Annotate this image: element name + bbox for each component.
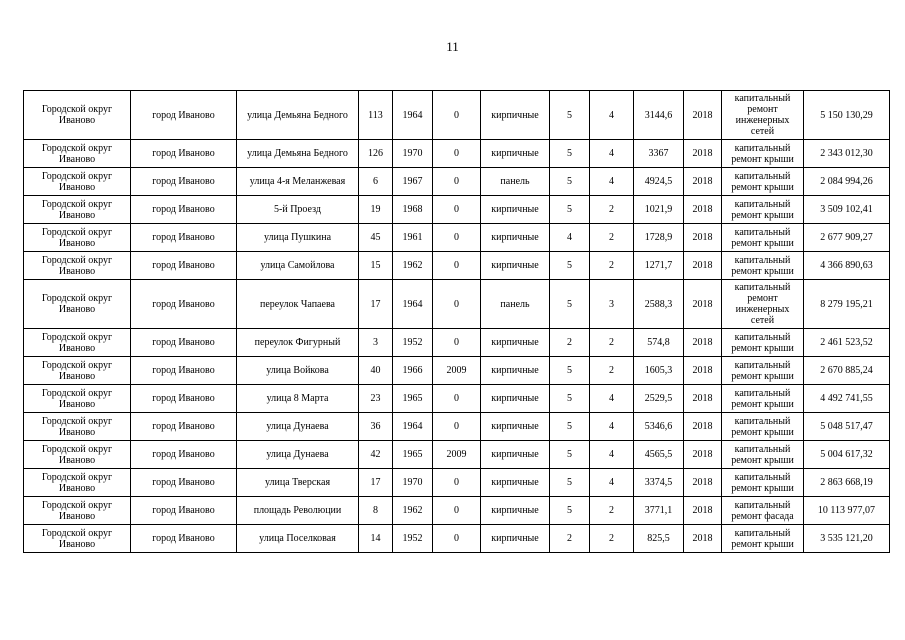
year-built-cell: 1970: [393, 140, 433, 168]
plan-year-cell: 2018: [684, 140, 722, 168]
year-built-cell: 1967: [393, 168, 433, 196]
house-number-cell: 42: [359, 441, 393, 469]
plan-year-cell: 2018: [684, 252, 722, 280]
year-reconstruction-cell: 0: [433, 140, 481, 168]
year-reconstruction-cell: 0: [433, 252, 481, 280]
area-cell: 3374,5: [634, 469, 684, 497]
entrances-cell: 2: [590, 525, 634, 553]
street-cell: улица 8 Марта: [237, 385, 359, 413]
house-number-cell: 19: [359, 196, 393, 224]
cost-cell: 4 366 890,63: [804, 252, 890, 280]
wall-material-cell: кирпичные: [481, 224, 550, 252]
wall-material-cell: панель: [481, 168, 550, 196]
cost-cell: 2 343 012,30: [804, 140, 890, 168]
year-built-cell: 1968: [393, 196, 433, 224]
house-number-cell: 40: [359, 357, 393, 385]
plan-year-cell: 2018: [684, 329, 722, 357]
year-reconstruction-cell: 0: [433, 224, 481, 252]
street-cell: площадь Революции: [237, 497, 359, 525]
year-built-cell: 1962: [393, 252, 433, 280]
table-row: [24, 280, 890, 329]
cost-cell: 4 492 741,55: [804, 385, 890, 413]
floors-cell: 2: [550, 329, 590, 357]
work-type-cell: капитальный ремонт крыши: [722, 140, 804, 168]
work-type-cell: капитальный ремонт крыши: [722, 168, 804, 196]
city-cell: город Иваново: [131, 497, 237, 525]
house-number-cell: 36: [359, 413, 393, 441]
area-cell: 1271,7: [634, 252, 684, 280]
work-type-cell: капитальный ремонт крыши: [722, 385, 804, 413]
street-cell: улица Демьяна Бедного: [237, 140, 359, 168]
work-type-cell: капитальный ремонт крыши: [722, 329, 804, 357]
entrances-cell: 4: [590, 140, 634, 168]
wall-material-cell: кирпичные: [481, 385, 550, 413]
year-built-cell: 1970: [393, 469, 433, 497]
table-row: [24, 497, 890, 525]
street-cell: 5-й Проезд: [237, 196, 359, 224]
city-cell: город Иваново: [131, 413, 237, 441]
table-body: [24, 91, 890, 553]
cost-cell: 5 048 517,47: [804, 413, 890, 441]
work-type-cell: капитальный ремонт крыши: [722, 413, 804, 441]
district-cell: Городской округ Иваново: [24, 357, 131, 385]
house-number-cell: 14: [359, 525, 393, 553]
district-cell: Городской округ Иваново: [24, 469, 131, 497]
work-type-cell: капитальный ремонт инженерных сетей: [722, 280, 804, 329]
year-reconstruction-cell: 0: [433, 469, 481, 497]
floors-cell: 2: [550, 525, 590, 553]
housing-repair-table: [23, 90, 890, 553]
street-cell: улица Войкова: [237, 357, 359, 385]
city-cell: город Иваново: [131, 196, 237, 224]
house-number-cell: 45: [359, 224, 393, 252]
area-cell: 4565,5: [634, 441, 684, 469]
area-cell: 825,5: [634, 525, 684, 553]
street-cell: улица Поселковая: [237, 525, 359, 553]
plan-year-cell: 2018: [684, 497, 722, 525]
floors-cell: 5: [550, 280, 590, 329]
floors-cell: 5: [550, 252, 590, 280]
year-built-cell: 1952: [393, 329, 433, 357]
wall-material-cell: кирпичные: [481, 91, 550, 140]
entrances-cell: 4: [590, 413, 634, 441]
work-type-cell: капитальный ремонт фасада: [722, 497, 804, 525]
plan-year-cell: 2018: [684, 413, 722, 441]
floors-cell: 5: [550, 441, 590, 469]
floors-cell: 5: [550, 385, 590, 413]
entrances-cell: 2: [590, 252, 634, 280]
work-type-cell: капитальный ремонт крыши: [722, 441, 804, 469]
district-cell: Городской округ Иваново: [24, 224, 131, 252]
entrances-cell: 2: [590, 196, 634, 224]
work-type-cell: капитальный ремонт крыши: [722, 252, 804, 280]
cost-cell: 2 084 994,26: [804, 168, 890, 196]
entrances-cell: 4: [590, 91, 634, 140]
floors-cell: 5: [550, 168, 590, 196]
floors-cell: 5: [550, 140, 590, 168]
district-cell: Городской округ Иваново: [24, 252, 131, 280]
plan-year-cell: 2018: [684, 91, 722, 140]
house-number-cell: 3: [359, 329, 393, 357]
cost-cell: 8 279 195,21: [804, 280, 890, 329]
entrances-cell: 2: [590, 224, 634, 252]
city-cell: город Иваново: [131, 252, 237, 280]
city-cell: город Иваново: [131, 385, 237, 413]
district-cell: Городской округ Иваново: [24, 329, 131, 357]
area-cell: 1605,3: [634, 357, 684, 385]
district-cell: Городской округ Иваново: [24, 91, 131, 140]
plan-year-cell: 2018: [684, 469, 722, 497]
area-cell: 3367: [634, 140, 684, 168]
plan-year-cell: 2018: [684, 385, 722, 413]
wall-material-cell: кирпичные: [481, 196, 550, 224]
house-number-cell: 17: [359, 280, 393, 329]
wall-material-cell: кирпичные: [481, 357, 550, 385]
plan-year-cell: 2018: [684, 280, 722, 329]
table-row: [24, 469, 890, 497]
plan-year-cell: 2018: [684, 224, 722, 252]
district-cell: Городской округ Иваново: [24, 168, 131, 196]
year-built-cell: 1962: [393, 497, 433, 525]
table-row: [24, 140, 890, 168]
table-row: [24, 168, 890, 196]
work-type-cell: капитальный ремонт крыши: [722, 469, 804, 497]
year-built-cell: 1965: [393, 385, 433, 413]
house-number-cell: 6: [359, 168, 393, 196]
house-number-cell: 23: [359, 385, 393, 413]
table-row: [24, 413, 890, 441]
plan-year-cell: 2018: [684, 357, 722, 385]
year-reconstruction-cell: 0: [433, 196, 481, 224]
city-cell: город Иваново: [131, 329, 237, 357]
area-cell: 2529,5: [634, 385, 684, 413]
floors-cell: 5: [550, 497, 590, 525]
wall-material-cell: панель: [481, 280, 550, 329]
year-built-cell: 1964: [393, 413, 433, 441]
year-built-cell: 1964: [393, 91, 433, 140]
work-type-cell: капитальный ремонт инженерных сетей: [722, 91, 804, 140]
wall-material-cell: кирпичные: [481, 525, 550, 553]
area-cell: 574,8: [634, 329, 684, 357]
district-cell: Городской округ Иваново: [24, 196, 131, 224]
city-cell: город Иваново: [131, 280, 237, 329]
district-cell: Городской округ Иваново: [24, 280, 131, 329]
floors-cell: 5: [550, 357, 590, 385]
year-reconstruction-cell: 2009: [433, 441, 481, 469]
table-row: [24, 252, 890, 280]
floors-cell: 5: [550, 469, 590, 497]
district-cell: Городской округ Иваново: [24, 140, 131, 168]
street-cell: улица Пушкина: [237, 224, 359, 252]
city-cell: город Иваново: [131, 525, 237, 553]
table-row: [24, 329, 890, 357]
year-reconstruction-cell: 0: [433, 168, 481, 196]
page-number: 11: [446, 39, 459, 54]
floors-cell: 4: [550, 224, 590, 252]
city-cell: город Иваново: [131, 168, 237, 196]
area-cell: 5346,6: [634, 413, 684, 441]
street-cell: улица Тверская: [237, 469, 359, 497]
house-number-cell: 15: [359, 252, 393, 280]
cost-cell: 2 863 668,19: [804, 469, 890, 497]
cost-cell: 5 004 617,32: [804, 441, 890, 469]
cost-cell: 2 677 909,27: [804, 224, 890, 252]
city-cell: город Иваново: [131, 91, 237, 140]
street-cell: улица Дунаева: [237, 441, 359, 469]
area-cell: 2588,3: [634, 280, 684, 329]
area-cell: 3771,1: [634, 497, 684, 525]
floors-cell: 5: [550, 196, 590, 224]
floors-cell: 5: [550, 413, 590, 441]
year-reconstruction-cell: 0: [433, 413, 481, 441]
district-cell: Городской округ Иваново: [24, 497, 131, 525]
wall-material-cell: кирпичные: [481, 441, 550, 469]
area-cell: 1021,9: [634, 196, 684, 224]
district-cell: Городской округ Иваново: [24, 385, 131, 413]
district-cell: Городской округ Иваново: [24, 441, 131, 469]
cost-cell: 10 113 977,07: [804, 497, 890, 525]
table-row: [24, 224, 890, 252]
table-row: [24, 91, 890, 140]
wall-material-cell: кирпичные: [481, 140, 550, 168]
city-cell: город Иваново: [131, 357, 237, 385]
wall-material-cell: кирпичные: [481, 469, 550, 497]
entrances-cell: 4: [590, 441, 634, 469]
plan-year-cell: 2018: [684, 196, 722, 224]
street-cell: улица Самойлова: [237, 252, 359, 280]
wall-material-cell: кирпичные: [481, 413, 550, 441]
city-cell: город Иваново: [131, 140, 237, 168]
table-row: [24, 385, 890, 413]
year-built-cell: 1966: [393, 357, 433, 385]
plan-year-cell: 2018: [684, 525, 722, 553]
cost-cell: 5 150 130,29: [804, 91, 890, 140]
work-type-cell: капитальный ремонт крыши: [722, 224, 804, 252]
city-cell: город Иваново: [131, 469, 237, 497]
work-type-cell: капитальный ремонт крыши: [722, 357, 804, 385]
table-row: [24, 196, 890, 224]
entrances-cell: 4: [590, 469, 634, 497]
area-cell: 3144,6: [634, 91, 684, 140]
entrances-cell: 4: [590, 168, 634, 196]
street-cell: улица 4-я Меланжевая: [237, 168, 359, 196]
entrances-cell: 2: [590, 497, 634, 525]
wall-material-cell: кирпичные: [481, 497, 550, 525]
street-cell: переулок Фигурный: [237, 329, 359, 357]
year-built-cell: 1964: [393, 280, 433, 329]
house-number-cell: 8: [359, 497, 393, 525]
district-cell: Городской округ Иваново: [24, 413, 131, 441]
floors-cell: 5: [550, 91, 590, 140]
year-reconstruction-cell: 0: [433, 329, 481, 357]
year-reconstruction-cell: 0: [433, 525, 481, 553]
street-cell: улица Демьяна Бедного: [237, 91, 359, 140]
house-number-cell: 113: [359, 91, 393, 140]
wall-material-cell: кирпичные: [481, 252, 550, 280]
year-reconstruction-cell: 0: [433, 497, 481, 525]
year-reconstruction-cell: 0: [433, 280, 481, 329]
street-cell: улица Дунаева: [237, 413, 359, 441]
wall-material-cell: кирпичные: [481, 329, 550, 357]
cost-cell: 3 535 121,20: [804, 525, 890, 553]
cost-cell: 3 509 102,41: [804, 196, 890, 224]
cost-cell: 2 461 523,52: [804, 329, 890, 357]
work-type-cell: капитальный ремонт крыши: [722, 525, 804, 553]
year-reconstruction-cell: 0: [433, 91, 481, 140]
entrances-cell: 2: [590, 357, 634, 385]
street-cell: переулок Чапаева: [237, 280, 359, 329]
house-number-cell: 126: [359, 140, 393, 168]
year-built-cell: 1952: [393, 525, 433, 553]
entrances-cell: 2: [590, 329, 634, 357]
city-cell: город Иваново: [131, 441, 237, 469]
table-row: [24, 357, 890, 385]
district-cell: Городской округ Иваново: [24, 525, 131, 553]
table-row: [24, 441, 890, 469]
year-built-cell: 1961: [393, 224, 433, 252]
cost-cell: 2 670 885,24: [804, 357, 890, 385]
entrances-cell: 4: [590, 385, 634, 413]
year-reconstruction-cell: 0: [433, 385, 481, 413]
year-built-cell: 1965: [393, 441, 433, 469]
area-cell: 4924,5: [634, 168, 684, 196]
city-cell: город Иваново: [131, 224, 237, 252]
table-row: [24, 525, 890, 553]
year-reconstruction-cell: 2009: [433, 357, 481, 385]
area-cell: 1728,9: [634, 224, 684, 252]
work-type-cell: капитальный ремонт крыши: [722, 196, 804, 224]
plan-year-cell: 2018: [684, 168, 722, 196]
plan-year-cell: 2018: [684, 441, 722, 469]
house-number-cell: 17: [359, 469, 393, 497]
entrances-cell: 3: [590, 280, 634, 329]
